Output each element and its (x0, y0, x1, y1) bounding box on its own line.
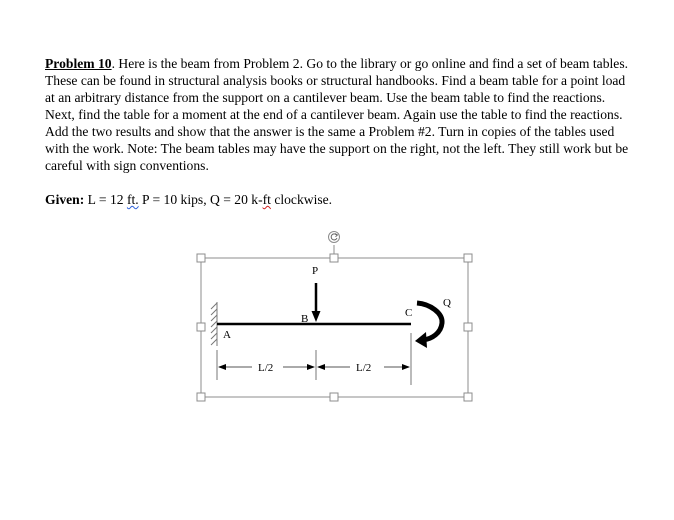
moment-label: Q (443, 297, 451, 309)
resize-handle-bottom-right[interactable] (464, 393, 472, 401)
given-direction: clockwise. (270, 192, 333, 207)
resize-handle-bottom[interactable] (330, 393, 338, 401)
fixed-support-icon (211, 302, 217, 346)
clockwise-moment-arrow-icon (415, 303, 442, 348)
resize-handle-top-right[interactable] (464, 254, 472, 262)
dimension-label-right: L/2 (356, 362, 372, 374)
resize-handle-top-left[interactable] (197, 254, 205, 262)
problem-title: Problem 10 (45, 56, 112, 71)
resize-handle-bottom-left[interactable] (197, 393, 205, 401)
resize-handle-left[interactable] (197, 323, 205, 331)
point-load-arrow-icon (312, 283, 321, 322)
dimension-label-left: L/2 (258, 362, 274, 374)
given-length: L = 12 (84, 192, 127, 207)
point-c-label: C (405, 307, 413, 319)
dimension-lines (217, 333, 411, 385)
rotate-handle[interactable] (329, 232, 340, 243)
problem-text: . Here is the beam from Problem 2. Go to the library or go online and find a set of beam tables. These can be found in structural analysis books or structural handbooks. Find a beam table for a point load at an arbitrary distance from the support on a cantilever beam. Use the beam table to find the reactions. Next, find the table for a moment at the end of a cantilever beam. Again use the table to find the reactions. Add the two results and show that the answer is the same a Problem #2. Turn in copies of the tables used with the work. Note: The beam tables may have the support on the right, not the left. They still work but be careful with sign conventions. (45, 56, 629, 173)
given-label: Given: (45, 192, 85, 207)
load-label: P (312, 265, 319, 277)
resize-handles[interactable] (197, 254, 472, 401)
selection-frame[interactable] (201, 245, 468, 397)
resize-handle-top[interactable] (330, 254, 338, 262)
given-load-moment: P = 10 kips, Q = 20 k- (138, 192, 263, 207)
spelling-flagged-word[interactable]: ft (262, 192, 271, 207)
grammar-flagged-word[interactable]: ft. (126, 192, 139, 207)
point-a-label: A (223, 329, 231, 341)
point-b-label: B (301, 313, 309, 325)
resize-handle-right[interactable] (464, 323, 472, 331)
